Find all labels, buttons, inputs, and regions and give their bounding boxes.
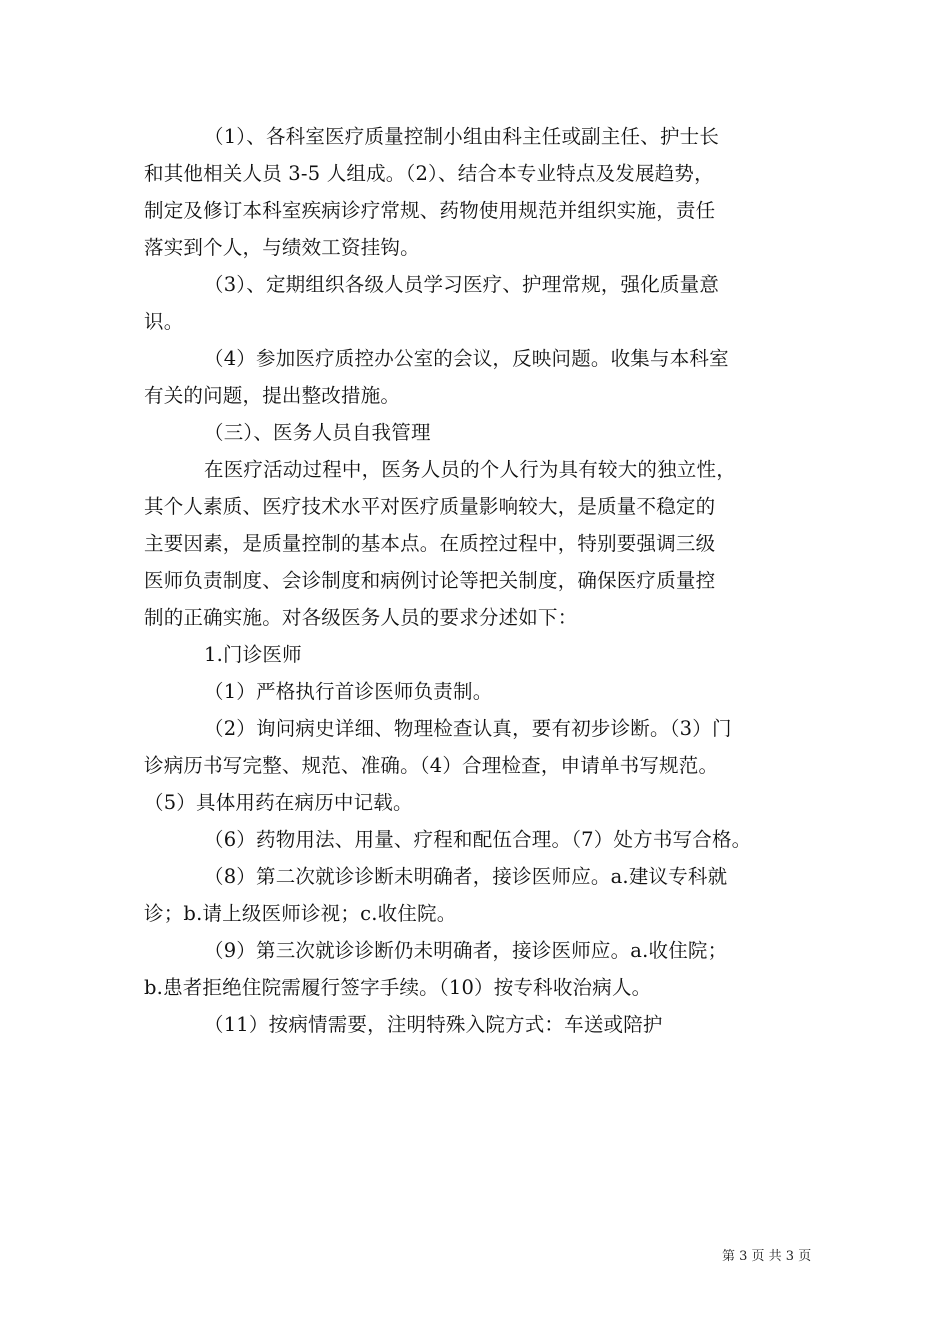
text-line: b.患者拒绝住院需履行签字手续。（10）按专科收治病人。: [144, 976, 652, 999]
page-number: 第 3 页 共 3 页: [722, 1249, 812, 1264]
text-line: 制的正确实施。对各级医务人员的要求分述如下：: [144, 606, 578, 629]
text-line: 和其他相关人员 3-5 人组成。（2）、结合本专业特点及发展趋势，: [144, 162, 714, 185]
text-line: 在医疗活动过程中，医务人员的个人行为具有较大的独立性，: [204, 458, 736, 481]
text-line: （6）药物用法、用量、疗程和配伍合理。（7）处方书写合格。: [204, 828, 752, 851]
section-heading: （三）、医务人员自我管理: [204, 421, 431, 444]
text-line: （11）按病情需要，注明特殊入院方式：车送或陪护: [204, 1013, 663, 1036]
text-line: （1）、各科室医疗质量控制小组由科主任或副主任、护士长: [204, 125, 720, 148]
subsection-heading: 1.门诊医师: [204, 643, 302, 666]
text-line: 有关的问题，提出整改措施。: [144, 384, 401, 407]
text-line: （4）参加医疗质控办公室的会议，反映问题。收集与本科室: [204, 347, 729, 370]
text-line: 诊；b.请上级医师诊视；c.收住院。: [144, 902, 457, 925]
text-line: （5）具体用药在病历中记载。: [144, 791, 413, 814]
text-line: （3）、定期组织各级人员学习医疗、护理常规，强化质量意: [204, 273, 720, 296]
text-line: （9）第三次就诊诊断仍未明确者，接诊医师应。a.收住院；: [204, 939, 728, 962]
text-line: 落实到个人，与绩效工资挂钩。: [144, 236, 420, 259]
text-line: 医师负责制度、会诊制度和病例讨论等把关制度，确保医疗质量控: [144, 569, 716, 592]
text-line: （1）严格执行首诊医师负责制。: [204, 680, 493, 703]
text-line: 诊病历书写完整、规范、准确。（4）合理检查，申请单书写规范。: [144, 754, 719, 777]
text-line: 其个人素质、医疗技术水平对医疗质量影响较大，是质量不稳定的: [144, 495, 716, 518]
text-line: （2）询问病史详细、物理检查认真，要有初步诊断。（3）门: [204, 717, 732, 740]
text-line: 识。: [144, 310, 184, 333]
text-line: （8）第二次就诊诊断未明确者，接诊医师应。a.建议专科就: [204, 865, 728, 888]
text-line: 主要因素，是质量控制的基本点。在质控过程中，特别要强调三级: [144, 532, 716, 555]
text-line: 制定及修订本科室疾病诊疗常规、药物使用规范并组织实施，责任: [144, 199, 716, 222]
